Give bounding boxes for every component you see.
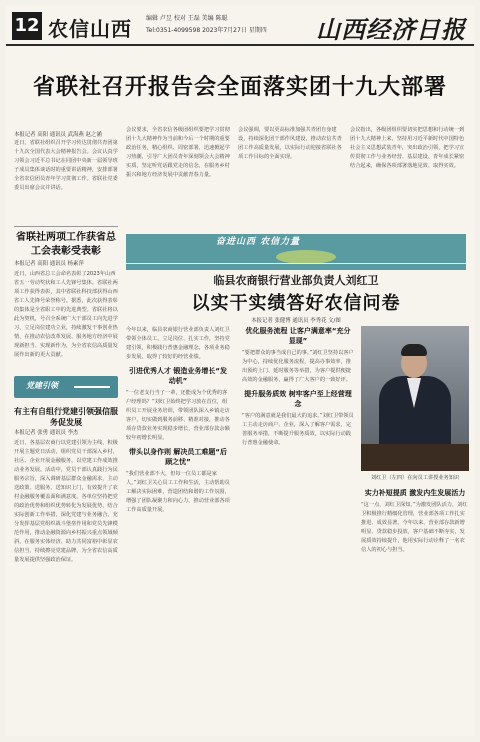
section2-title: 省联社两项工作获省总工会表彰受表彰 — [16, 232, 116, 257]
lead-headline: 省联社召开报告会全面落实团十九大部署 — [32, 75, 447, 100]
feature-byline: 本报记者 张健博 通讯员 李秀花 文/图 — [251, 318, 341, 324]
section2-body: 近日，山西省总工会命名表彰了2023年山西省五一劳动奖状和工人先锋号集体。省联社两项工作获得表彰，其中省联社科技部获得山西省工人先锋号荣誉称号。据悉，此次获得表彰的集体是全省职工中的先进典型。省联社将以此为契机，号召全系统广大干部员工向先进学习，立足岗位建功立业，持续激发干事创业热情，在推动农信改革发展、服务地方经济中展现新担当、实现新作为，为全省农信高质量发展作出新的更大贡献。 — [14, 271, 118, 358]
editor-credits: 编辑 卢昱 校对 王磊 美编 陈聪 — [146, 15, 228, 22]
contact-date: Tel:0351-4099598 2023年7月27日 星期四 — [146, 27, 267, 34]
lead-column-3: 会议强调，要以更高标准加强共青团自身建设，持续深化团干部作风建设，推动农信共青团工作高质量发展，以实际行动迎接省联社各项工作目标的全面实现。 — [238, 127, 342, 160]
feature-subheading-3: 优化服务流程 让客户满意率“充分显现” — [245, 327, 351, 345]
newspaper-brand: 山西经济日报 — [316, 15, 466, 44]
section2-byline: 本报记者 高阳 通讯员 杨素萍 — [14, 261, 84, 267]
banner-slogan: 奋进山西 农信力量 — [216, 237, 301, 247]
banner-label: 党建引领 — [26, 381, 58, 390]
feature-section-4-body: “客户的满意就是我们最大的追求。”刘红卫带领员工主动走访商户、企业，深入了解客户需求，完善服务举措，不断提升服务质效，以实际行动践行普惠金融使命。 — [242, 413, 354, 446]
newspaper-page — [6, 6, 474, 736]
feature-column-1 — [126, 326, 230, 736]
feature-subheading-4: 提升服务质效 树牢客户至上经营理念 — [244, 390, 352, 408]
portrait-photo — [361, 326, 469, 471]
feature-subheading-2: 带头以身作则 解决员工难题“后顾之忧” — [128, 448, 228, 466]
leaf-decoration — [276, 250, 336, 264]
feature-section-2-body: “我们营业部不大，但每一位员工都是家人。”刘红卫关心员工工作和生活，主动帮助员工解决实际困难，营造团结和谐的工作氛围，增强了团队凝聚力和向心力，推动营业部各项工作高质量开展。 — [126, 471, 230, 513]
lead-column-1: 近日，省联社组织召开学习传达贯彻共青团第十九次全国代表大会精神报告会。会议认真学习领会习近平总书记在同团中央新一届领导班子成员集体谈话时的重要讲话精神，安排部署全省农信团员青年学习贯彻工作。省联社党委委员出席会议并讲话。 — [14, 140, 118, 191]
photo-desk — [361, 444, 469, 471]
feature-intro: 今年以来，临县农商银行营业部负责人刘红卫带领全体员工，立足岗位、扎实工作，坚持党建引领，积极践行普惠金融理念，各项业务稳步发展，取得了较好的经营业绩。 — [126, 327, 230, 360]
lead-byline: 本报记者 高阳 通讯员 武海燕 赵之涵 — [14, 132, 102, 138]
feature-column-2 — [242, 326, 354, 736]
section-name: 农信山西 — [48, 17, 132, 41]
section3-title: 有主有自组行党建引领强信服务促发展 — [14, 407, 118, 427]
lead-column-2: 会议要求，全省农信各级团组织要把学习贯彻团十九大精神作为当前和今后一个时期的重要政治任务，精心组织、周密部署，迅速掀起学习热潮，引导广大团员青年深刻领会大会精神实质，坚定听党话跟党走的信念，在服务乡村振兴和地方经济发展中贡献青春力量。 — [126, 127, 230, 178]
lead-column-4: 会议指出，各级团组织要切实把思想和行动统一到团十九大精神上来，坚持用习近平新时代中国特色社会主义思想武装青年，突出政治引领，把学习宣传贯彻工作与业务经营、基层建设、青年成长紧密结合起来，确保各项部署落地见效、取得实效。 — [350, 127, 465, 169]
banner-top-strip — [126, 220, 466, 234]
section3-byline: 本报记者 张勇 通讯员 李杰 — [14, 430, 79, 436]
feature-subtitle: 以实干实绩答好农信问卷 — [191, 293, 401, 314]
banner-dash — [74, 386, 110, 388]
section3-article — [14, 406, 118, 742]
masthead — [6, 6, 474, 46]
page-number: 12 — [12, 12, 42, 40]
feature-section-1-body: “一位老支行当了一辈，还能成为个优秀的客户经理吗？”刘红卫始终把学习放在首位，组织员工开展业务培训，带领团队深入乡镇走访客户，切实做到服务前移、精准对接，推动各项存贷款业务实现稳步增长，营业部存款余额较年初增长明显。 — [126, 390, 230, 441]
photo-caption: 刘红卫（左四）在向员工讲授业务知识 — [370, 475, 460, 481]
feature-section-5-body: “这一点，刘红卫深知。”为激发团队活力，刘红卫积极推行精细化管理，营业部各项工作扎实推进、成效显著。今年以来，营业部存款新增明显、贷款稳步投放，客户基础不断夯实，发展质效持续提升，他用实际行动诠释了一名农信人的初心与担当。 — [361, 502, 468, 553]
feature-column-3 — [361, 488, 469, 736]
banner-line — [126, 263, 466, 264]
feature-subheading-1: 引进优秀人才 锻造业务增长“发动机” — [128, 367, 228, 385]
feature-title: 临县农商银行营业部负责人刘红卫 — [213, 274, 379, 287]
feature-section-3-body: “要把群众的事当成自己的事。”刘红卫坚持以客户为中心，持续优化服务流程，提高办事效率，推出预约上门、延时服务等举措，为客户提供便捷高效的金融服务，赢得了广大客户的一致好评。 — [242, 350, 354, 383]
section3-body: 近日，各基层农商行以党建引领为主线，积极开展主题党日活动，组织党员干部深入乡村、社区、企业开展金融服务，以党建工作成效推动业务发展。活动中，党员干部认真践行为民服务宗旨，深入调研基层群众金融需求，主动送政策、送服务、送知识上门，有效提升了农村金融服务覆盖面和满意度。各单位坚持把党的政治优势和组织优势转化为发展优势，结合实际创新工作举措，深化党建与业务融合，充分发挥基层党组织战斗堡垒作用和党员先锋模范作用，推动金融资源向乡村振兴重点领域倾斜，在服务实体经济、助力共同富裕中彰显农信担当，持续擦亮党建品牌，为全省农信高质量发展提供坚强政治保证。 — [14, 440, 118, 563]
feature-subheading-5: 实力补短提质 激发内生发展活力 — [364, 489, 466, 497]
feature-banner-image — [126, 220, 466, 270]
party-building-banner — [14, 376, 118, 398]
photo-person-hair — [401, 344, 427, 356]
